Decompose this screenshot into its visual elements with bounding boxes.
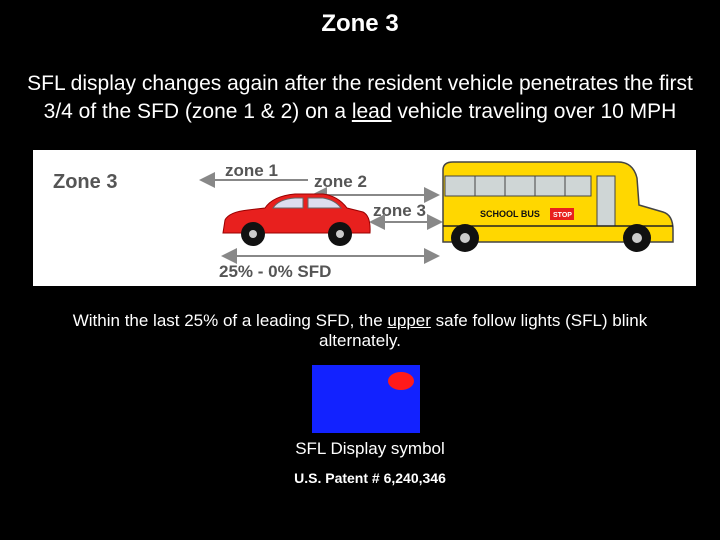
stop-text: STOP <box>553 212 572 219</box>
patent-number: U.S. Patent # 6,240,346 <box>294 470 446 486</box>
zone2-label: zone 2 <box>314 172 367 191</box>
bus-text: SCHOOL BUS <box>480 209 540 219</box>
caption-underlined-word: upper <box>387 311 431 330</box>
car-icon <box>223 194 370 246</box>
sfl-light-icon <box>388 372 414 390</box>
slide-title: Zone 3 <box>321 10 399 37</box>
subtitle-text-1: SFL display changes again after the resident vehicle penetrates the first 3/4 of the SFD (zone 1 & 2) on a <box>27 72 693 123</box>
zone-diagram <box>33 150 696 286</box>
caption-text-2: safe follow lights (SFL) blink alternately. <box>319 311 648 350</box>
caption-text-1: Within the last 25% of a leading SFD, the <box>72 311 388 330</box>
subtitle-underlined-word: lead <box>351 100 392 123</box>
sfl-symbol-label: SFL Display symbol <box>295 439 445 458</box>
slide-subtitle <box>20 70 700 126</box>
diagram-zone-heading: Zone 3 <box>53 171 118 193</box>
sfl-display-symbol <box>312 365 420 433</box>
school-bus-icon <box>443 162 673 252</box>
caption <box>30 311 690 351</box>
subtitle-text-2: vehicle traveling over 10 MPH <box>391 100 677 123</box>
zone-diagram-svg <box>33 150 696 286</box>
zone3-label: zone 3 <box>373 201 426 220</box>
zone1-label: zone 1 <box>225 161 278 180</box>
sfd-label: 25% - 0% SFD <box>219 262 332 281</box>
